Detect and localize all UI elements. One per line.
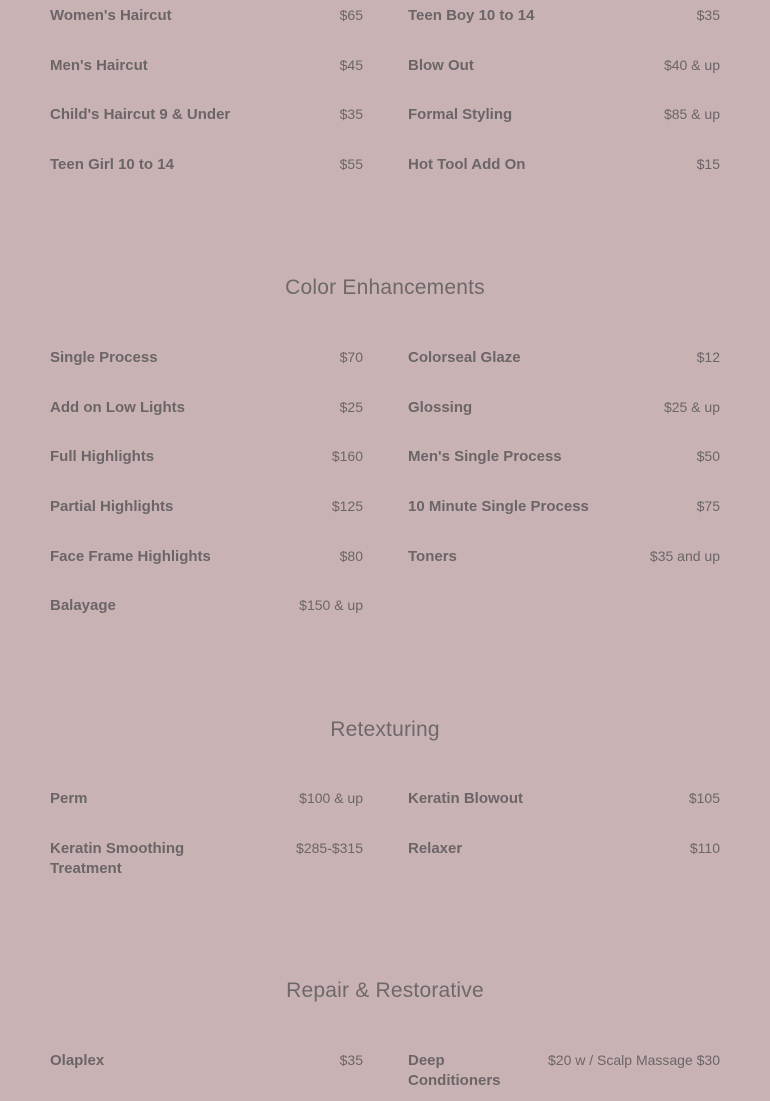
service-item bbox=[408, 789, 720, 839]
service-item bbox=[50, 1051, 363, 1101]
service-price: $35 and up bbox=[649, 547, 720, 564]
service-item bbox=[50, 547, 363, 597]
service-item bbox=[50, 6, 363, 56]
service-price: $15 bbox=[696, 156, 720, 173]
service-price: $35 bbox=[339, 1052, 363, 1068]
retexturing-right-column bbox=[408, 789, 720, 888]
service-name: Keratin Blowout bbox=[408, 790, 523, 807]
service-name: Toners bbox=[408, 547, 457, 565]
service-item bbox=[408, 398, 720, 448]
color-right-column bbox=[408, 348, 720, 596]
service-item bbox=[50, 596, 363, 646]
service-price: $100 & up bbox=[299, 790, 363, 806]
service-name: Hot Tool Add On bbox=[408, 156, 526, 174]
service-price: $160 bbox=[331, 448, 363, 465]
service-item bbox=[50, 789, 363, 839]
service-price: $50 bbox=[696, 448, 720, 465]
service-price: $12 bbox=[696, 349, 720, 365]
service-item bbox=[408, 547, 720, 597]
service-price: $25 bbox=[339, 398, 363, 415]
service-price: $20 w / Scalp Massage $30 bbox=[548, 1052, 720, 1068]
service-price: $85 & up bbox=[663, 106, 720, 123]
service-name: Glossing bbox=[408, 398, 473, 416]
service-item bbox=[408, 348, 720, 398]
service-name: Balayage bbox=[50, 597, 116, 615]
service-price: $80 bbox=[339, 547, 363, 564]
section-title: Retexturing bbox=[330, 718, 440, 741]
service-name: Blow Out bbox=[408, 56, 474, 74]
service-item bbox=[408, 6, 720, 56]
service-item bbox=[408, 56, 720, 106]
service-name: Colorseal Glaze bbox=[408, 349, 521, 366]
service-price: $35 bbox=[696, 7, 720, 23]
service-item bbox=[50, 56, 363, 106]
retexturing-left-column bbox=[50, 789, 363, 899]
service-price: $40 & up bbox=[663, 56, 720, 73]
repair-left-column bbox=[50, 1051, 363, 1101]
service-price: $25 & up bbox=[663, 398, 720, 415]
service-item bbox=[408, 497, 720, 547]
service-price: $35 bbox=[339, 106, 363, 123]
service-name: Full Highlights bbox=[50, 448, 155, 466]
service-price: $75 bbox=[696, 498, 720, 515]
service-price: $65 bbox=[339, 7, 363, 23]
service-name: Keratin Smoothing Treatment bbox=[50, 839, 185, 877]
service-price: $110 bbox=[689, 839, 720, 856]
service-name: Olaplex bbox=[50, 1052, 105, 1069]
service-price: $70 bbox=[339, 349, 363, 365]
service-item bbox=[50, 447, 363, 497]
haircuts-right-column bbox=[408, 6, 720, 205]
service-price: $105 bbox=[688, 790, 720, 806]
service-name: Women's Haircut bbox=[50, 7, 172, 24]
service-item bbox=[408, 1051, 720, 1101]
repair-right-column bbox=[408, 1051, 720, 1101]
section-title: Repair & Restorative bbox=[286, 979, 484, 1002]
service-item bbox=[408, 447, 720, 497]
haircuts-left-column bbox=[50, 6, 363, 205]
service-price: $285-$315 bbox=[296, 839, 363, 856]
service-name: Teen Girl 10 to 14 bbox=[50, 156, 174, 174]
service-price: $55 bbox=[339, 156, 363, 173]
service-name: Partial Highlights bbox=[50, 498, 174, 516]
service-name: Teen Boy 10 to 14 bbox=[408, 7, 535, 24]
service-item bbox=[50, 497, 363, 547]
service-item bbox=[408, 155, 720, 205]
service-item bbox=[50, 348, 363, 398]
service-item bbox=[50, 105, 363, 155]
service-name: Single Process bbox=[50, 349, 158, 366]
service-name: Child's Haircut 9 & Under bbox=[50, 106, 231, 124]
service-name: Formal Styling bbox=[408, 106, 513, 124]
service-item bbox=[50, 398, 363, 448]
service-item bbox=[408, 105, 720, 155]
service-item bbox=[408, 839, 720, 889]
service-price: $150 & up bbox=[299, 597, 363, 614]
service-name: Men's Single Process bbox=[408, 448, 562, 466]
service-name: Add on Low Lights bbox=[50, 398, 185, 416]
service-name: Perm bbox=[50, 790, 88, 807]
service-price: $125 bbox=[331, 498, 363, 515]
color-left-column bbox=[50, 348, 363, 646]
service-item bbox=[50, 839, 363, 899]
service-name: Face Frame Highlights bbox=[50, 547, 211, 565]
section-title: Color Enhancements bbox=[285, 276, 485, 299]
service-name: 10 Minute Single Process bbox=[408, 498, 589, 516]
service-name: Deep Conditioners bbox=[408, 1052, 501, 1089]
service-name: Relaxer bbox=[408, 839, 463, 857]
service-price: $45 bbox=[339, 56, 363, 73]
service-name: Men's Haircut bbox=[50, 56, 148, 74]
service-item bbox=[50, 155, 363, 205]
